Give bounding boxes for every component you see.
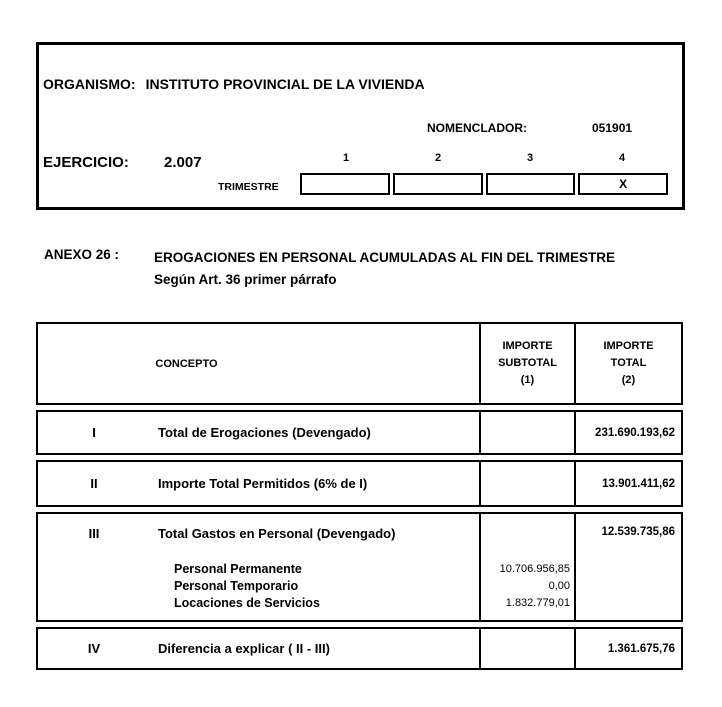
ejercicio-value: 2.007 xyxy=(164,154,202,171)
expense-table xyxy=(36,322,683,675)
anexo-caption xyxy=(44,247,615,291)
table-row-III xyxy=(36,512,683,622)
trimestre-column-4: 4 xyxy=(618,152,626,164)
row-IV-subtotal-cell xyxy=(479,629,574,668)
trimestre-cell-1 xyxy=(300,173,390,195)
table-header-row xyxy=(36,322,683,405)
total-header-line2: TOTAL xyxy=(610,357,647,369)
subtotal-header-line3: (1) xyxy=(520,374,535,386)
subtotal-header-line1: IMPORTE xyxy=(502,340,553,352)
table-row-I xyxy=(36,410,683,455)
row-III-subtotal-cell xyxy=(479,514,574,620)
row-II-label: Importe Total Permitidos (6% de I) xyxy=(158,476,368,491)
anexo-text xyxy=(154,247,615,291)
row-IV-numeral: IV xyxy=(87,641,101,656)
row-I-numeral: I xyxy=(92,425,96,440)
row-III-sub-items xyxy=(174,561,479,612)
sub-item-value-permanente: 10.706.956,85 xyxy=(499,563,570,575)
nomenclador-label: NOMENCLADOR: xyxy=(427,121,527,135)
anexo-subtitle: Según Art. 36 primer párrafo xyxy=(154,272,337,287)
row-IV-label: Diferencia a explicar ( II - III) xyxy=(158,641,330,656)
trimestre-cell-2 xyxy=(393,173,483,195)
row-II-total-value: 13.901.411,62 xyxy=(574,462,681,505)
anexo-title: EROGACIONES EN PERSONAL ACUMULADAS AL FIN DEL TRIMESTRE xyxy=(154,250,616,265)
trimestre-column-2: 2 xyxy=(434,152,442,164)
trimestre-column-3: 3 xyxy=(526,152,534,164)
row-III-total-value: 12.539.735,86 xyxy=(574,514,681,620)
concepto-header: CONCEPTO xyxy=(155,357,218,370)
trimestre-label: TRIMESTRE xyxy=(218,181,279,193)
row-II-subtotal-cell xyxy=(479,462,574,505)
trimestre-cell-3 xyxy=(486,173,576,195)
subtotal-header-line2: SUBTOTAL xyxy=(498,357,557,369)
row-II-numeral: II xyxy=(90,476,98,491)
subtotal-header xyxy=(479,324,574,403)
trimestre-cells xyxy=(300,173,668,195)
sub-item-label-permanente: Personal Permanente xyxy=(174,562,302,576)
ejercicio-label: EJERCICIO: xyxy=(43,154,129,171)
row-I-subtotal-cell xyxy=(479,412,574,453)
table-row-II xyxy=(36,460,683,507)
trimestre-cell-4-mark: X xyxy=(578,173,668,195)
row-I-total-value: 231.690.193,62 xyxy=(574,412,681,453)
sub-item-label-locaciones: Locaciones de Servicios xyxy=(174,596,320,610)
trimestre-column-numbers xyxy=(300,152,668,164)
row-I-label: Total de Erogaciones (Devengado) xyxy=(158,425,371,440)
row-III-label: Total Gastos en Personal (Devengado) xyxy=(158,526,396,541)
organismo-label: ORGANISMO: xyxy=(43,76,136,92)
total-header xyxy=(574,324,681,403)
table-row-IV xyxy=(36,627,683,670)
trimestre-column-1: 1 xyxy=(342,152,350,164)
total-header-line3: (2) xyxy=(621,374,636,386)
header-box xyxy=(36,42,685,210)
sub-item-label-temporario: Personal Temporario xyxy=(174,579,299,593)
nomenclador-value: 051901 xyxy=(592,121,633,135)
row-III-numeral: III xyxy=(88,526,100,541)
sub-item-value-locaciones: 1.832.779,01 xyxy=(505,597,570,609)
row-IV-total-value: 1.361.675,76 xyxy=(574,629,681,668)
anexo-label: ANEXO 26 : xyxy=(44,247,120,262)
organismo-value: INSTITUTO PROVINCIAL DE LA VIVIENDA xyxy=(145,76,425,92)
total-header-line1: IMPORTE xyxy=(603,340,654,352)
organismo-row xyxy=(43,76,425,92)
sub-item-value-temporario: 0,00 xyxy=(548,580,570,592)
